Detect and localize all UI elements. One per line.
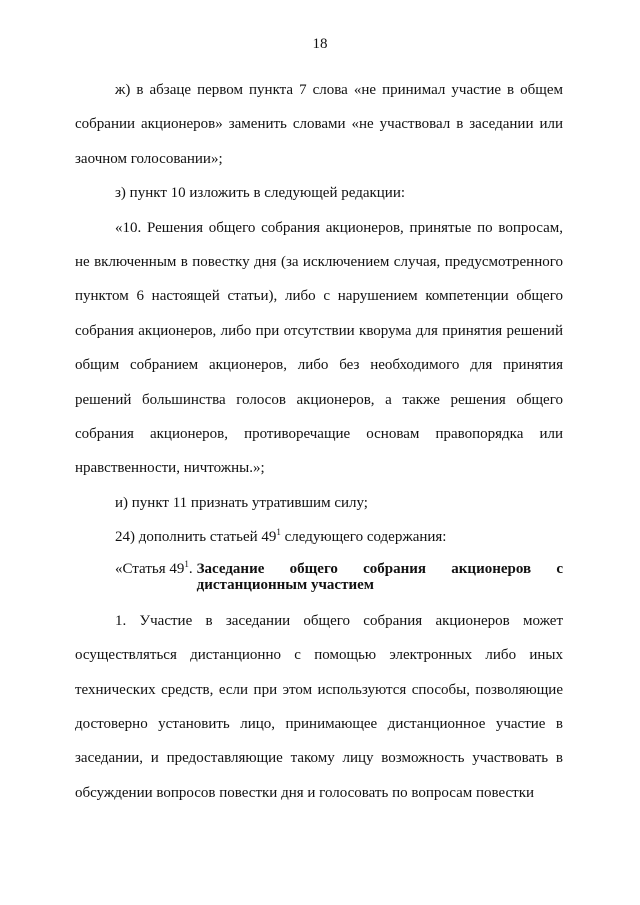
paragraph-z: з) пункт 10 изложить в следующей редакции:	[115, 185, 406, 202]
paragraph-i: и) пункт 11 признать утратившим силу;	[115, 494, 368, 511]
paragraph-24-superscript: 1	[276, 527, 281, 538]
paragraph-point-10: «10. Решения общего собрания акционеров, принятые по вопросам, не включенным в повестку дня (за исключением случая, предусмотренного пунктом 6 настоящей статьи), либо с нарушением компетенции общего собрания акционеров, либо при отсутствии кворума для принятия решений общим собранием акционеров, либо без необходимого для принятия решений большинства голосов акционеров, а также решения общего собрания акционеров, противоречащие основам правопорядка или нравственности, ничтожны.»;	[75, 219, 563, 477]
article-prefix-text: «Статья 49	[115, 560, 185, 577]
paragraph-24-text-after: следующего содержания:	[280, 529, 447, 546]
paragraph-24	[75, 520, 563, 554]
article-title-line-2: дистанционным участием	[196, 576, 374, 593]
article-number	[75, 558, 193, 593]
article-title	[193, 561, 563, 593]
page-number: 18	[312, 36, 328, 52]
article-prefix-dot: .	[188, 560, 193, 577]
article-paragraph-1: 1. Участие в заседании общего собрания акционеров может осуществляться дистанционно с помощью электронных либо иных технических средств, если при этом используются способы, позволяющие достоверно установить лицо, принимающее дистанционное участие в заседании, и предоставляющие такому лицу возможность участвовать в обсуждении вопросов повестки дня и голосовать по вопросам повестки	[75, 612, 563, 801]
paragraph-zh: ж) в абзаце первом пункта 7 слова «не принимал участие в общем собрании акционеров» заменить словами «не участвовал в заседании или заочном голосовании»;	[75, 82, 563, 167]
document-body	[75, 73, 563, 810]
article-title-line-1: Заседание общего собрания акционеров с	[196, 560, 563, 577]
article-heading	[75, 555, 563, 604]
paragraph-24-text-before: 24) дополнить статьей 49	[115, 529, 277, 546]
article-prefix-superscript: 1	[184, 558, 189, 569]
